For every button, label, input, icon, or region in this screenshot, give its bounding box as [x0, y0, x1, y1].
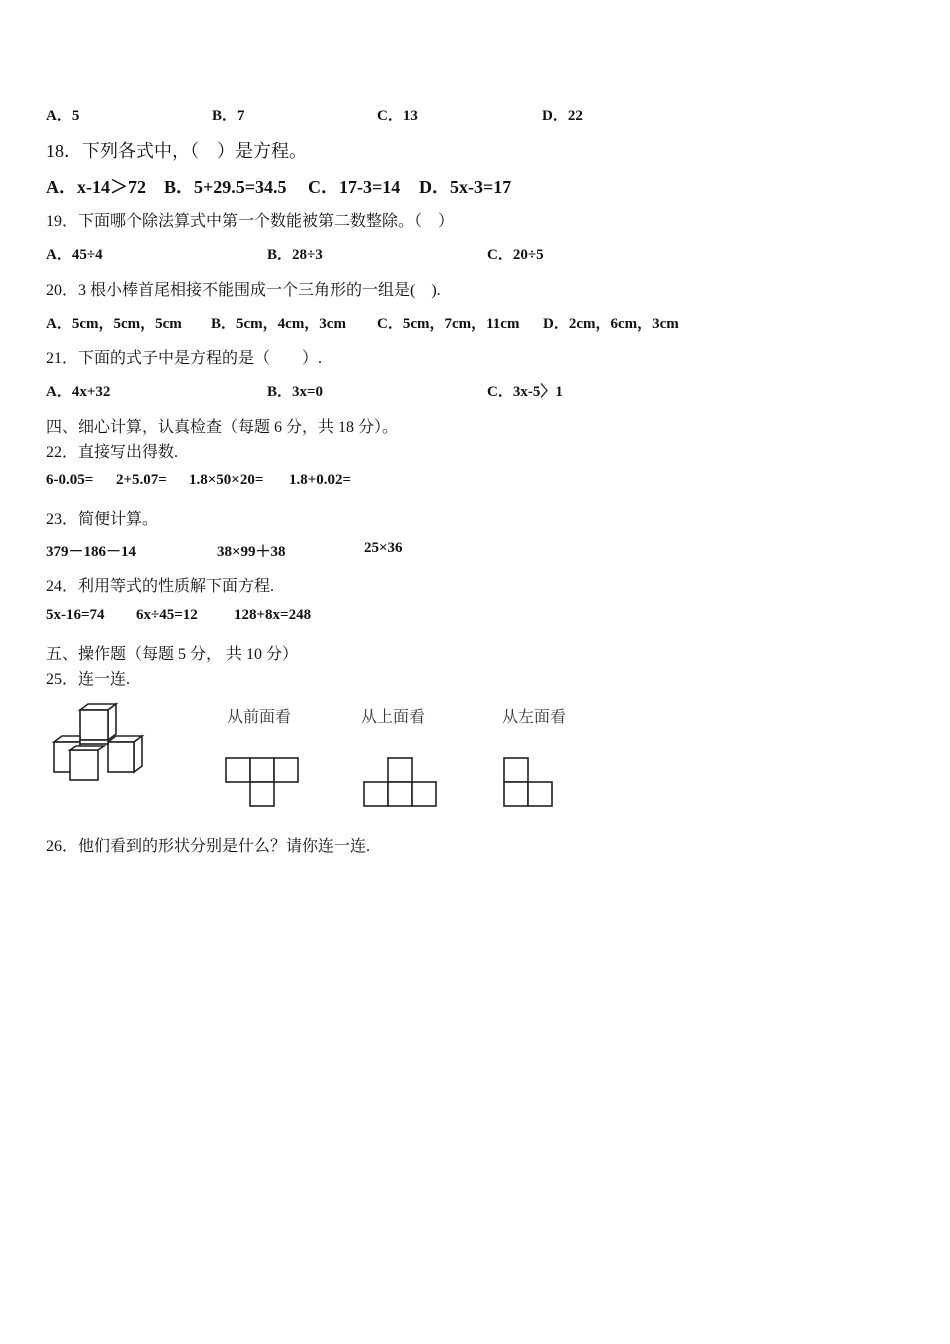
caption-left-view: 从左面看	[502, 707, 567, 726]
q23-item-2: 38×99＋38	[217, 544, 286, 560]
q20-option-c: C．5cm，7cm，11cm	[377, 316, 520, 332]
q24-item-1: 5x-16=74	[46, 607, 105, 623]
q22-item-3: 1.8×50×20=	[189, 472, 264, 488]
q25-stem: 25．连一连.	[46, 671, 131, 688]
q19-option-a: A．45÷4	[46, 247, 103, 263]
q18-option-d: D．5x-3=17	[419, 177, 512, 197]
q23-item-3: 25×36	[364, 540, 403, 556]
q24-item-2: 6x÷45=12	[136, 607, 198, 623]
q23-stem: 23．简便计算。	[46, 511, 159, 528]
section-4-heading: 四、细心计算，认真检查（每题 6 分，共 18 分）。	[46, 419, 399, 436]
q20-stem: 20．3 根小棒首尾相接不能围成一个三角形的一组是( ).	[46, 282, 441, 299]
q18-stem: 18．下列各式中，（ ）是方程。	[46, 141, 307, 161]
q19-stem: 19．下面哪个除法算式中第一个数能被第二数整除。（ ）	[46, 213, 455, 230]
q19-option-b: B．28÷3	[267, 247, 323, 263]
q24-item-3: 128+8x=248	[234, 607, 312, 623]
section-5-heading: 五、操作题（每题 5 分， 共 10 分）	[46, 646, 299, 663]
view-shape-l	[502, 756, 556, 810]
q20-option-a: A．5cm，5cm，5cm	[46, 316, 182, 332]
caption-front-view: 从前面看	[227, 707, 292, 726]
q24-stem: 24．利用等式的性质解下面方程.	[46, 578, 275, 595]
q21-option-a: A．4x+32	[46, 384, 111, 400]
q22-item-4: 1.8+0.02=	[289, 472, 352, 488]
q21-stem: 21．下面的式子中是方程的是（ ）.	[46, 350, 323, 367]
q20-option-d: D．2cm，6cm，3cm	[543, 316, 679, 332]
q17-option-b: B．7	[212, 108, 245, 124]
q21-option-b: B．3x=0	[267, 384, 324, 400]
q22-item-2: 2+5.07=	[116, 472, 167, 488]
q18-option-a: A．x-14＞72	[46, 177, 146, 197]
q23-item-1: 379－186－14	[46, 544, 137, 560]
q17-option-d: D．22	[542, 108, 583, 124]
q26-stem: 26．他们看到的形状分别是什么？请你连一连.	[46, 838, 371, 855]
view-shape-inverted-t	[362, 756, 440, 810]
cube-stack-figure	[50, 702, 150, 788]
q19-option-c: C．20÷5	[487, 247, 544, 263]
q21-option-c: C．3x-5〉1	[487, 384, 563, 400]
q18-option-c: C．17-3=14	[308, 177, 401, 197]
q22-item-1: 6-0.05=	[46, 472, 94, 488]
q18-option-b: B．5+29.5=34.5	[164, 177, 287, 197]
view-shape-t	[224, 756, 302, 810]
q20-option-b: B．5cm，4cm，3cm	[211, 316, 346, 332]
caption-top-view: 从上面看	[361, 707, 426, 726]
q22-stem: 22．直接写出得数.	[46, 444, 179, 461]
q17-option-c: C．13	[377, 108, 418, 124]
q17-option-a: A．5	[46, 108, 80, 124]
